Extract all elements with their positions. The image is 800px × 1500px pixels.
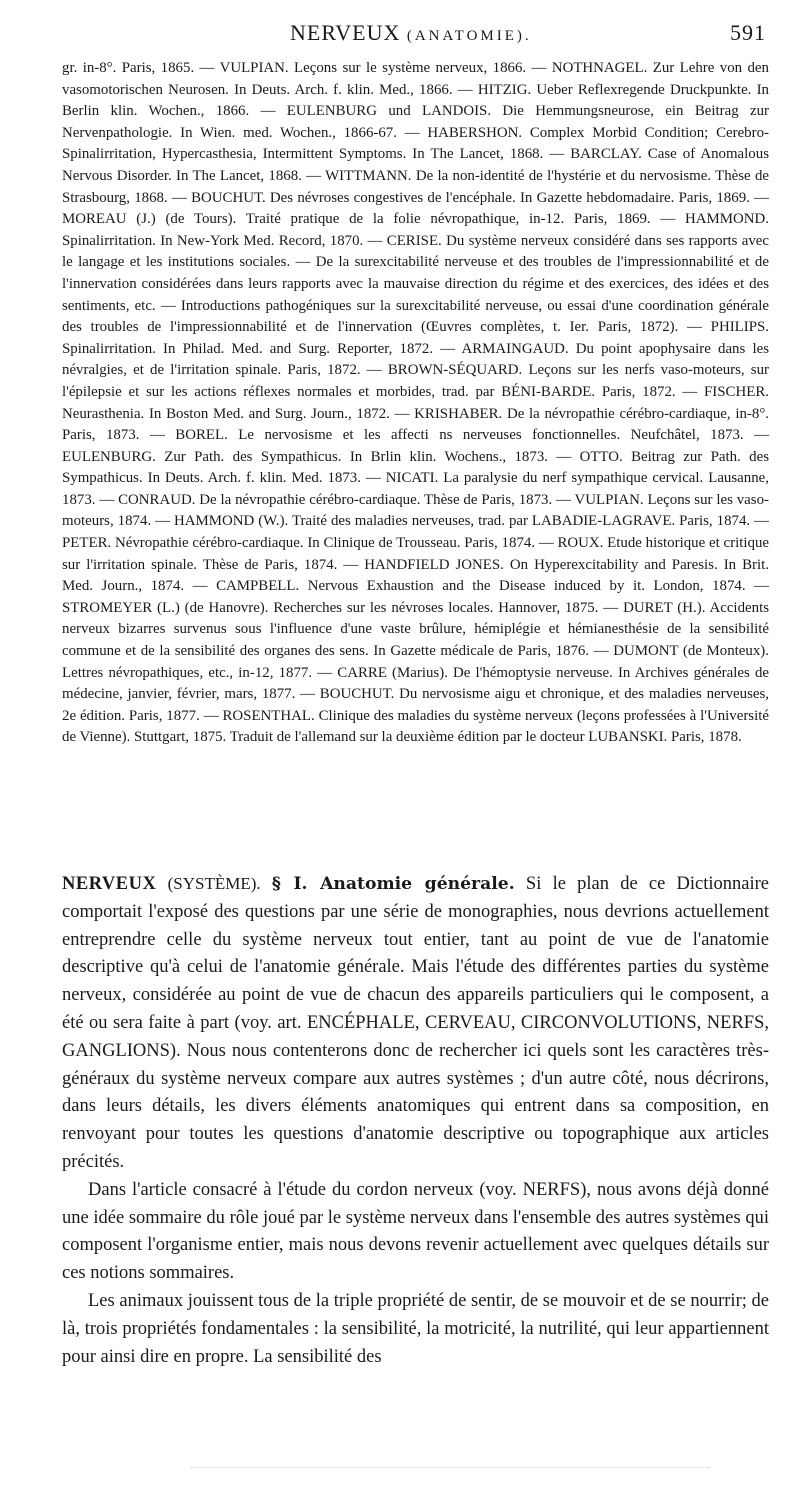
running-title <box>290 20 532 46</box>
page-bottom-rule <box>190 1467 710 1470</box>
paragraph-text: Si le plan de ce Dictionnaire comportait l'exposé des questions par une série de monographies, nous devrions actuellement entreprendre celle du système nerveux tout entier, tant au point de vue de l'anatomie descriptive qu'à celui de l'anatomie générale. Mais l'étude des différentes parties du système nerveux, considérée au point de vue de chacun des appareils particuliers qui le composent, a été ou sera faite à part (voy. art. ENCÉPHALE, CERVEAU, CIRCONVOLUTIONS, NERFS, GANGLIONS). Nous nous contenterons donc de rechercher ici quels sont les caractères très-généraux du système nerveux compare aux autres systèmes ; d'un autre côté, nous décrirons, dans leurs détails, les divers éléments anatomiques qui entrent dans sa composition, en renvoyant pour toutes les questions d'anatomie descriptive ou topographique aux articles précités. <box>62 874 769 1172</box>
running-header <box>60 20 770 52</box>
page-number: 591 <box>730 20 766 45</box>
article-body <box>62 870 769 1371</box>
bibliography-block <box>62 58 769 749</box>
header-subtitle: (ANATOMIE). <box>406 28 532 44</box>
article-headword: NERVEUX <box>62 874 157 894</box>
article-system-label: (SYSTÈME). <box>167 874 261 893</box>
section-title: § I. Anatomie générale. <box>271 874 515 894</box>
header-title: NERVEUX <box>290 20 401 45</box>
article-paragraph-2: Dans l'article consacré à l'étude du cordon nerveux (voy. NERFS), nous avons déjà donné une idée sommaire du rôle joué par le système nerveux dans l'ensemble des autres systèmes qui composent l'organisme entier, mais nous devons revenir actuellement avec quelques détails sur ces notions sommaires. <box>62 1179 769 1284</box>
article-paragraph-1 <box>62 870 769 1177</box>
article-paragraph-3: Les animaux jouissent tous de la triple propriété de sentir, de se mouvoir et de se nourrir; de là, trois propriétés fondamentales : la sensibilité, la motricité, la nutrilité, qui leur appartiennent pour ainsi dire en propre. La sensibilité des <box>62 1290 769 1367</box>
bibliography-text: gr. in-8°. Paris, 1865. — VULPIAN. Leçons sur le système nerveux, 1866. — NOTHNAGEL. Zur Lehre von den vasomotorischen Neurosen. In Deuts. Arch. f. klin. Med., 1866. — HITZIG. Ueber Reflexregende Druckpunkte. In Berlin klin. Wochen., 1866. — EULENBURG und LANDOIS. Die Hemmungsneurose, ein Beitrag zur Nervenpathologie. In Wien. med. Wochen., 1866-67. — HABERSHON. Complex Morbid Condition; Cerebro-Spinalirritation, Hypercasthesia, Intermittent Symptoms. In The Lancet, 1868. — BARCLAY. Case of Anomalous Nervous Disorder. In The Lancet, 1868. — WITTMANN. De la non-identité de l'hystérie et du nervosisme. Thèse de Strasbourg, 1868. — BOUCHUT. Des névroses congestives de l'encéphale. In Gazette hebdomadaire. Paris, 1869. — MOREAU (J.) (de Tours). Traité pratique de la folie névropathique, in-12. Paris, 1869. — HAMMOND. Spinalirritation. In New-York Med. Record, 1870. — CERISE. Du système nerveux considéré dans ses rapports avec le langage et les institutions sociales. — De la surexcitabilité nerveuse et des troubles de l'impressionnabilité et de l'innervation considérées dans leurs rapports avec la mauvaise direction du régime et des exercices, des idées et des sentiments, etc. — Introductions pathogéniques sur la surexcitabilité nerveuse, ou essai d'une coordination générale des troubles de l'impressionnabilité et de l'innervation (Œuvres complètes, t. Ier. Paris, 1872). — PHILIPS. Spinalirritation. In Philad. Med. and Surg. Reporter, 1872. — ARMAINGAUD. Du point apophysaire dans les névralgies, et de l'irritation spinale. Paris, 1872. — BROWN-SÉQUARD. Leçons sur les nerfs vaso-moteurs, sur l'épilepsie et sur les actions réflexes normales et morbides, trad. par BÉNI-BARDE. Paris, 1872. — FISCHER. Neurasthenia. In Boston Med. and Surg. Journ., 1872. — KRISHABER. De la névropathie cérébro-cardiaque, in-8°. Paris, 1873. — BOREL. Le nervosisme et les affecti ns nerveuses fonctionnelles. Neufchâtel, 1873. — EULENBURG. Zur Path. des Sympathicus. In Brlin klin. Wochens., 1873. — OTTO. Beitrag zur Path. des Sympathicus. In Deuts. Arch. f. klin. Med. 1873. — NICATI. La paralysie du nerf sympathique cervical. Lausanne, 1873. — CONRAUD. De la névropathie cérébro-cardiaque. Thèse de Paris, 1873. — VULPIAN. Leçons sur les vaso-moteurs, 1874. — HAMMOND (W.). Traité des maladies nerveuses, trad. par LABADIE-LAGRAVE. Paris, 1874. — PETER. Névropathie cérébro-cardiaque. In Clinique de Trousseau. Paris, 1874. — ROUX. Etude historique et critique sur l'irritation spinale. Thèse de Paris, 1874. — HANDFIELD JONES. On Hyperexcitability and Paresis. In Brit. Med. Journ., 1874. — CAMPBELL. Nervous Exhaustion and the Disease induced by it. London, 1874. — STROMEYER (L.) (de Hanovre). Recherches sur les névroses locales. Hannover, 1875. — DURET (H.). Accidents nerveux bizarres survenus sous l'influence d'une vaste brûlure, hémiplégie et hémianesthésie de la sensibilité commune et de la sensibilité des organes des sens. In Gazette médicale de Paris, 1876. — DUMONT (de Monteux). Lettres névropathiques, etc., in-12, 1877. — CARRE (Marius). De l'hémoptysie nerveuse. In Archives générales de médecine, janvier, février, mars, 1877. — BOUCHUT. Du nervosisme aigu et chronique, et des maladies nerveuses, 2e édition. Paris, 1877. — ROSENTHAL. Clinique des maladies du système nerveux (leçons professées à l'Université de Vienne). Stuttgart, 1875. Traduit de l'allemand sur la deuxième édition par le docteur LUBANSKI. Paris, 1878. <box>62 60 769 746</box>
